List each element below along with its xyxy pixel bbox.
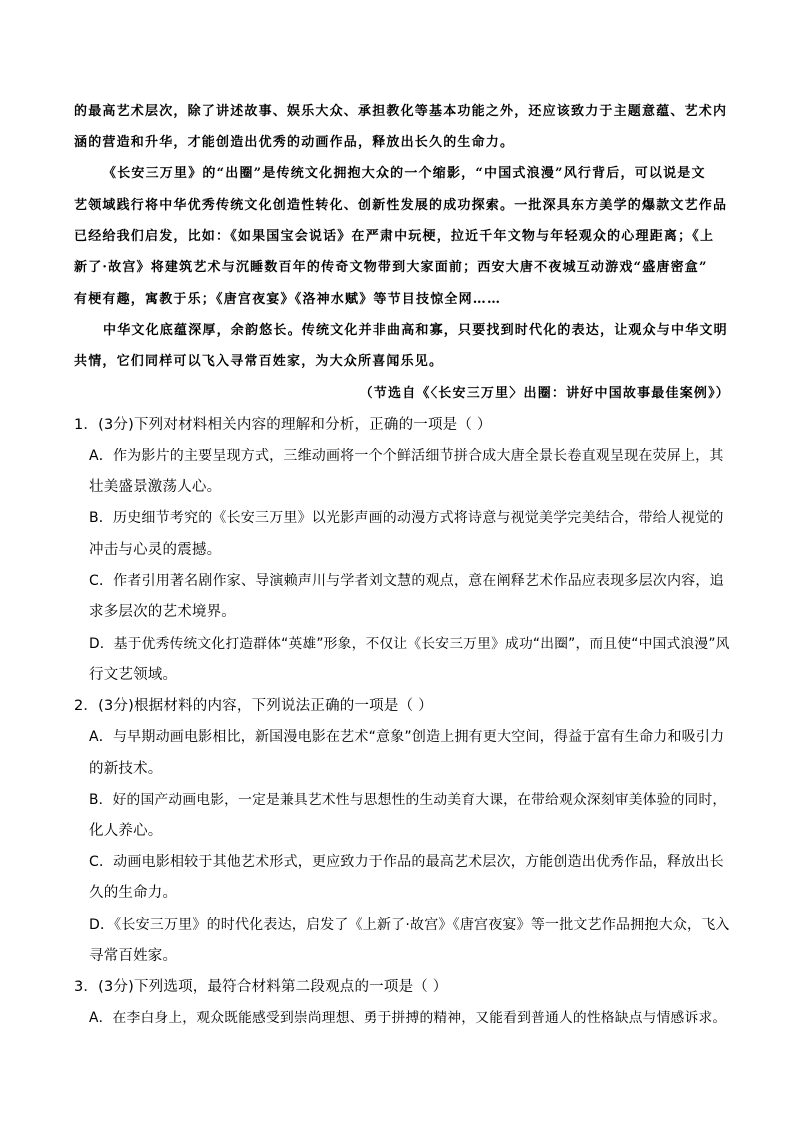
option-b: B．好的国产动画电影，一定是兼具艺术性与思想性的生动美育大课，在带给观众深刻审美体验的同时， (89, 792, 727, 808)
option-c: C．动画电影相较于其他艺术形式，更应致力于作品的最高艺术层次，方能创造出优秀作品，释放出长 (89, 854, 724, 870)
passage-line: 《长安三万里》的“出圈”是传统文化拥抱大众的一个缩影，“中国式浪漫”风行背后，可以说是文 (103, 166, 706, 181)
option-a-cont: 的新技术。 (89, 761, 163, 777)
option-a: A．作为影片的主要呈现方式，三维动画将一个个鲜活细节拼合成大唐全景长卷直观呈现在荧屏上，其 (89, 448, 724, 464)
option-d: D．《长安三万里》的时代化表达，启发了《上新了·故宫》《唐宫夜宴》等一批文艺作品拥抱大众，飞入 (89, 917, 730, 933)
passage-line: 中华文化底蕴深厚，余韵悠长。传统文化并非曲高和寡，只要找到时代化的表达，让观众与中华文明 (103, 323, 728, 338)
passage-line: 共情，它们同样可以飞入寻常百姓家，为大众所喜闻乐见。 (74, 354, 444, 369)
option-b-cont: 化人养心。 (89, 823, 163, 839)
passage-line: 新了·故宫》将建筑艺术与沉睡数百年的传奇文物带到大家面前；西安大唐不夜城互动游戏“盛唐密盒” (74, 260, 708, 275)
option-c-cont: 求多层次的艺术境界。 (89, 604, 236, 620)
question-stem: 3．(3分)下列选项，最符合材料第二段观点的一项是（ ） (74, 979, 448, 995)
option-d-cont: 寻常百姓家。 (89, 948, 178, 964)
option-d-cont: 行文艺领域。 (89, 667, 178, 683)
option-b: B．历史细节考究的《长安三万里》以光影声画的动漫方式将诗意与视觉美学完美结合，带给人视觉的 (89, 510, 724, 526)
passage-line: 涵的营造和升华，才能创造出优秀的动画作品，释放出长久的生命力。 (74, 135, 515, 150)
passage-line: 有梗有趣，寓教于乐；《唐宫夜宴》《洛神水赋》等节目技惊全网…… (74, 292, 502, 307)
option-a: A．在李白身上，观众既能感受到崇尚理想、勇于拼搏的精神，又能看到普通人的性格缺点与情感诉求。 (89, 1010, 727, 1026)
option-a-cont: 壮美盛景激荡人心。 (89, 479, 222, 495)
passage-line: 已经给我们启发，比如：《如果国宝会说话》在严肃中玩梗，拉近千年文物与年轻观众的心理距离；《上 (74, 229, 715, 244)
question-stem: 1．(3分)下列对材料相关内容的理解和分析，正确的一项是（ ） (74, 417, 492, 433)
passage-source: （节选自《〈长安三万里〉出圈：讲好中国故事最佳案例》） (359, 386, 730, 401)
option-a: A．与早期动画电影相比，新国漫电影在艺术“意象”创造上拥有更大空间，得益于富有生命力和吸引力 (89, 729, 725, 745)
question-stem: 2．(3分)根据材料的内容，下列说法正确的一项是（ ） (74, 698, 433, 714)
passage-line: 的最高艺术层次，除了讲述故事、娱乐大众、承担教化等基本功能之外，还应该致力于主题意蕴、艺术内 (74, 104, 728, 119)
option-d: D．基于优秀传统文化打造群体“英雄”形象，不仅让《长安三万里》成功“出圈”，而且使“中国式浪漫”风 (89, 636, 730, 652)
option-b-cont: 冲击与心灵的震撼。 (89, 542, 222, 558)
passage-line: 艺领域践行将中华优秀传统文化创造性转化、创新性发展的成功探索。一批深具东方美学的爆款文艺作品 (74, 198, 728, 213)
option-c: C．作者引用著名剧作家、导演赖声川与学者刘文慧的观点，意在阐释艺术作品应表现多层次内容，追 (89, 573, 724, 589)
option-c-cont: 久的生命力。 (89, 885, 178, 901)
